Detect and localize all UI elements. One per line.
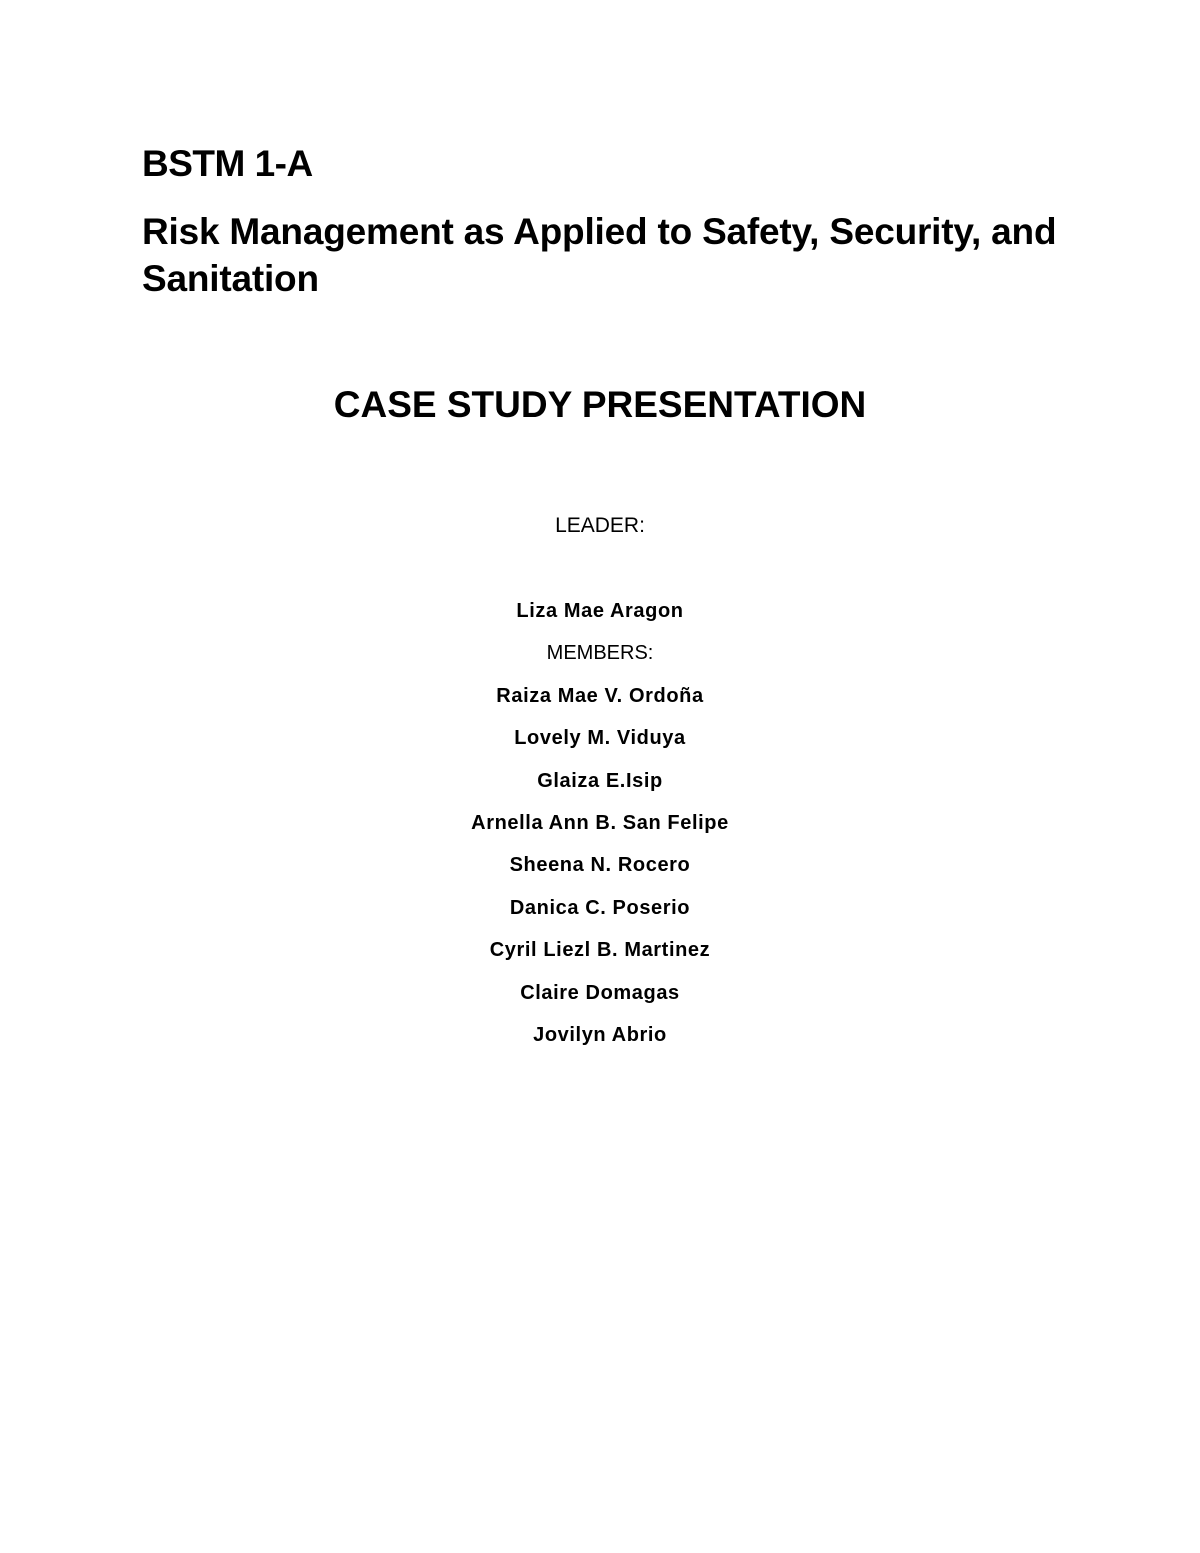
member-name: Danica C. Poserio	[509, 896, 691, 919]
member-name: Claire Domagas	[520, 981, 680, 1004]
member-name: Sheena N. Rocero	[509, 854, 691, 877]
member-name: Lovely M. Viduya	[514, 727, 686, 750]
member-name: Glaiza E.Isip	[537, 769, 663, 792]
member-name: Raiza Mae V. Ordoña	[496, 684, 704, 707]
leader-name: Liza Mae Aragon	[516, 600, 684, 622]
course-title: Risk Management as Applied to Safety, Security, and Sanitation	[142, 211, 1057, 299]
members-heading: MEMBERS:	[546, 642, 654, 665]
class-code: BSTM 1-A	[142, 143, 313, 184]
group-member-list	[0, 597, 1200, 1063]
member-name: Cyril Liezl B. Martinez	[489, 939, 711, 962]
member-name: Jovilyn Abrio	[533, 1023, 667, 1046]
member-name: Arnella Ann B. San Felipe	[471, 811, 729, 834]
presentation-title: CASE STUDY PRESENTATION	[333, 384, 867, 425]
leader-heading: LEADER:	[555, 514, 645, 537]
